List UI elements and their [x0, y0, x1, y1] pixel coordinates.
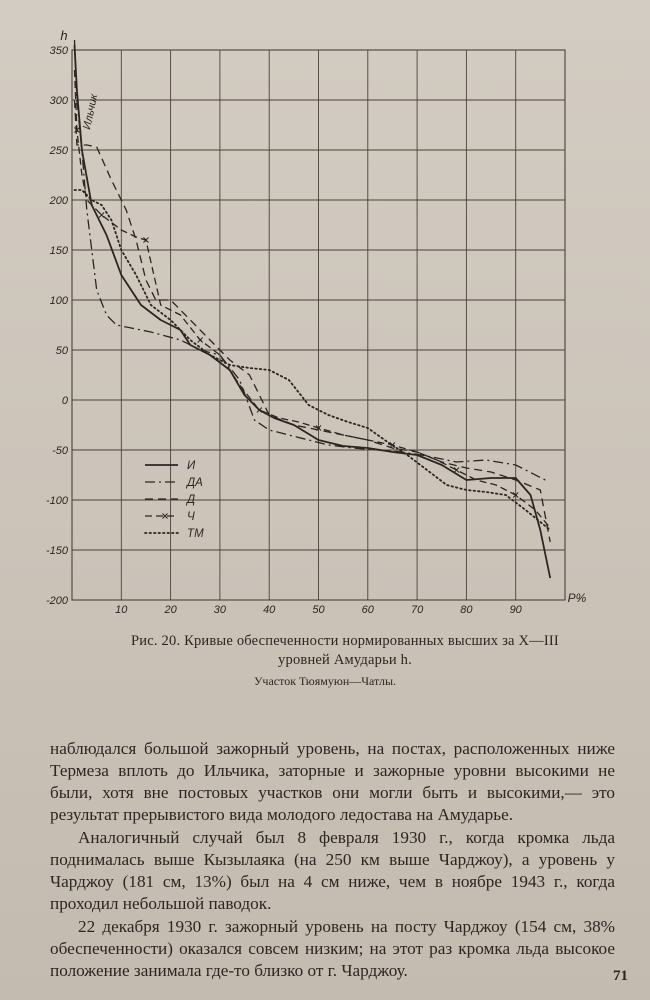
y-tick-label: 50: [55, 345, 68, 357]
x-tick-label: 40: [263, 604, 276, 616]
y-tick-label: 300: [49, 95, 68, 107]
y-tick-label: -150: [45, 545, 68, 557]
page-number: 71: [613, 968, 628, 984]
y-tick-label: -50: [52, 445, 68, 457]
series-line-4: [75, 70, 551, 528]
legend-label-4: Ч: [187, 511, 195, 523]
paragraph-2: Аналогичный случай был 8 февраля 1930 г., когда кромка льда поднималась выше Кызылаяка (на 250 км выше Чарджоу), а уровень у Чарджоу (181 см, 13%) был на 4 см ниже, чем в ноябре 1943 г., когда проходил небольшой паводок.: [50, 828, 615, 913]
legend-label-5: ТМ: [187, 528, 204, 540]
y-axis-label: h: [60, 28, 68, 43]
figure-subcaption: Участок Тюямуюн—Чатлы.: [253, 674, 397, 688]
figure-caption: Рис. 20. Кривые обеспеченности нормированных высших за X—III уровней Амударьи h.: [131, 633, 559, 668]
body-text: [50, 738, 615, 982]
x-tick-label: 50: [312, 604, 325, 616]
paragraph-1: наблюдался большой зажорный уровень, на постах, расположенных ниже Термеза вплоть до Ильчика, заторные и зажорные уровни высокими не были, хотя вне постовых участков они могли быть и высокими,— это результат прерывистого вида молодого ледостава на Амударье.: [50, 739, 615, 824]
x-tick-label: 10: [115, 604, 128, 616]
paragraph-3: 22 декабря 1930 г. зажорный уровень на посту Чарджоу (154 см, 38% обеспеченности) оказался совсем низким; на этот раз кромка льда высокое положение занимала где-то близко от г. Чарджоу.: [50, 917, 615, 980]
x-tick-label: 30: [213, 604, 227, 616]
series-line-2: [75, 40, 546, 480]
y-tick-label: 100: [49, 295, 68, 307]
y-tick-label: 200: [49, 195, 68, 207]
y-tick-label: 150: [49, 245, 68, 257]
x-tick-label: 60: [361, 604, 374, 616]
series-line-1: [75, 45, 551, 578]
legend-label-3: Д: [187, 494, 196, 506]
x-tick-label: 70: [410, 604, 424, 616]
x-tick-label: 20: [164, 604, 177, 616]
y-tick-label: 250: [49, 145, 68, 157]
x-tick-label: 90: [509, 604, 522, 616]
y-tick-label: 0: [61, 395, 68, 407]
y-tick-label: 350: [49, 45, 68, 57]
series-marker-cross: [99, 213, 104, 218]
x-tick-label: 80: [460, 604, 473, 616]
legend-label-1: И: [187, 460, 196, 472]
annotation-ilchik: Ильчик: [81, 93, 101, 131]
legend-label-2: ДА: [187, 477, 203, 489]
legend-marker-cross: [163, 514, 168, 519]
x-axis-label: P%: [567, 591, 587, 605]
series-marker-cross: [454, 468, 459, 473]
series-line-3: [75, 100, 551, 542]
y-tick-label: -100: [45, 495, 68, 507]
y-tick-label: -200: [45, 595, 68, 607]
series-marker-cross: [198, 338, 203, 343]
